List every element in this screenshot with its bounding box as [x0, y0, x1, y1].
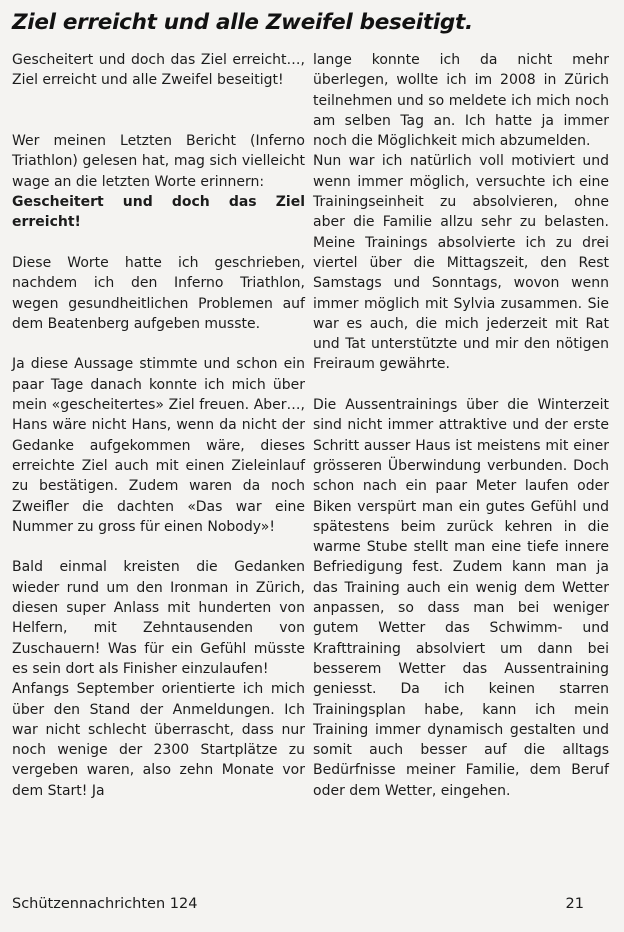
paragraph-statement: Ja diese Aussage stimmte und schon ein paar Tage danach konnte ich mich über mein «gescheitertes» Ziel freuen. Aber…, Hans wäre nicht Hans, wenn da nicht der Gedanke aufgekommen wäre, dieses erreichte Ziel auch mit einen Zieleinlauf zu bestätigen. Zudem waren da noch Zweifler die dachten «Das war eine Nummer zu gross für einen Nobody»! [12, 356, 305, 535]
paragraph-quote: Gescheitert und doch das Ziel erreicht! [12, 194, 305, 231]
paragraph-inferno: Diese Worte hatte ich geschrieben, nachdem ich den Inferno Triathlon, wegen gesundheitlichen Problemen auf dem Beatenberg aufgeben musste. [12, 254, 305, 332]
paragraph-motivation: Nun war ich natürlich voll motiviert und wenn immer möglich, versuchte ich eine Trainingseinheit zu absolvieren, ohne aber die Familie allzu sehr zu belasten. Meine Trainings absolvierte ich zu drei viertel über die Mittagszeit, den Rest Samstags und Sonntags, wovon wenn immer möglich mit Sylvia zusammen. Sie war es auch, die mich jederzeit mit Rat und Tat unterstützte und mir den nötigen Freiraum gewährte. [313, 153, 609, 373]
paragraph-last-report: Wer meinen Letzten Bericht (Inferno Triathlon) gelesen hat, mag sich vielleicht wage an die letzten Worte erinnern: [12, 133, 305, 190]
page-number: 21 [565, 896, 584, 912]
article-title: Ziel erreicht und alle Zweifel beseitigt. [12, 10, 473, 35]
right-column [313, 50, 609, 801]
footer-publication: Schützennachrichten 124 [12, 896, 198, 912]
paragraph-ironman: Bald einmal kreisten die Gedanken wieder rund um den Ironman in Zürich, diesen super Anlass mit hunderten von Helfern, mit Zehntausenden von Zuschauern! Was für ein Gefühl müsste es sein dort als Finisher einzulaufen! [12, 559, 305, 677]
paragraph-winter-training: Die Aussentrainings über die Winterzeit sind nicht immer attraktive und der erste Schritt ausser Haus ist meistens mit einer grösseren Überwindung verbunden. Doch schon nach ein paar Meter laufen oder Biken verspürt man ein gutes Gefühl und spätestens beim zurück kehren in die warme Stube stellt man eine tiefe innere Befriedigung fest. Zudem kann man ja das Training auch ein wenig dem Wetter anpassen, so dass man bei weniger gutem Wetter das Schwimm- und Krafttraining absolviert um dann bei besserem Wetter das Aussentraining geniesst. Da ich keinen starren Trainingsplan habe, kann ich mein Training immer dynamisch gestalten und somit auch besser auf die alltags Bedürfnisse meiner Familie, dem Beruf oder dem Wetter, eingehen. [313, 397, 609, 799]
left-column [12, 50, 305, 801]
paragraph-registration: Anfangs September orientierte ich mich über den Stand der Anmeldungen. Ich war nicht schlecht überrascht, dass nur noch wenige der 2300 Startplätze zu vergeben waren, also zehn Monate vor dem Start! Ja [12, 681, 305, 799]
paragraph-registered: lange konnte ich da nicht mehr überlegen, wollte ich im 2008 in Zürich teilnehmen und so meldete ich mich noch am selben Tag an. Ich hatte ja immer noch die Möglichkeit mich abzumelden. [313, 52, 609, 150]
paragraph-intro: Gescheitert und doch das Ziel erreicht…, Ziel erreicht und alle Zweifel beseitigt! [12, 52, 305, 89]
